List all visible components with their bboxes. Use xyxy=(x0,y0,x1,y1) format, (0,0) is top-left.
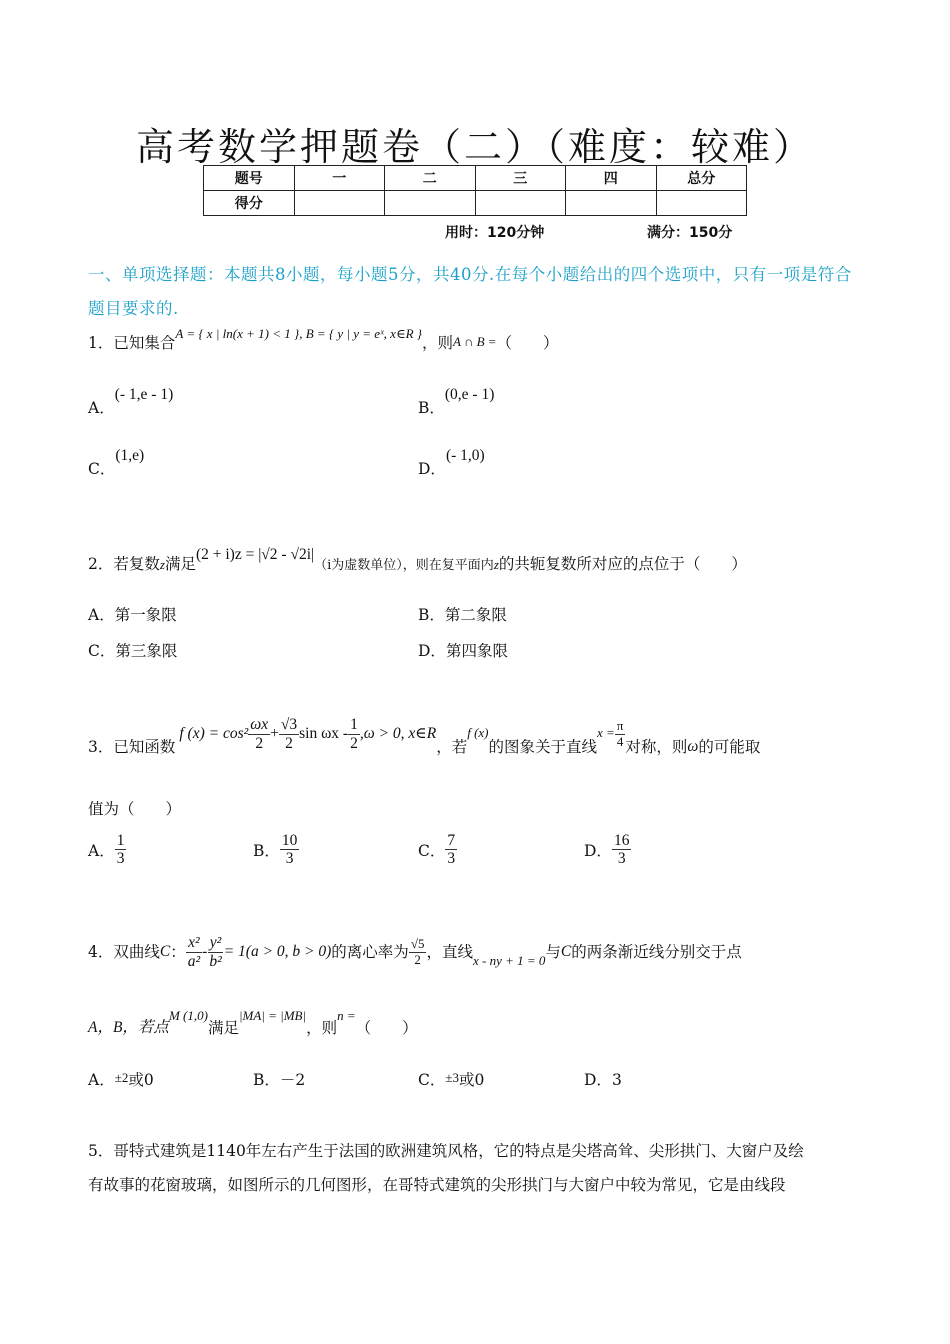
score-entry-cell xyxy=(656,191,747,216)
numerator: 10 xyxy=(281,832,298,849)
question-text: ，直线 xyxy=(426,943,473,961)
question-text: （i为虚数单位），则在复平面内 xyxy=(314,558,494,573)
numerator: 1 xyxy=(350,716,358,734)
score-entry-cell xyxy=(294,191,385,216)
option-c xyxy=(88,639,177,661)
numerator: y² xyxy=(209,934,222,952)
fraction xyxy=(348,716,360,751)
option-label: B． xyxy=(253,1071,280,1089)
option-value: (- 1,0) xyxy=(445,447,485,464)
question-4 xyxy=(88,928,742,976)
option-d xyxy=(584,832,631,867)
variable-c: C xyxy=(159,943,171,960)
option-label: B． xyxy=(418,399,445,417)
question-4-cont xyxy=(88,1005,418,1039)
question-text: 满足 xyxy=(164,555,196,573)
option-b xyxy=(418,386,495,418)
option-value: 第三象限 xyxy=(115,642,178,660)
table-cell: 三 xyxy=(475,166,566,191)
numerator: ωx xyxy=(250,716,269,734)
punctuation: ： xyxy=(170,943,186,961)
option-d xyxy=(418,447,485,479)
option-value: 第二象限 xyxy=(444,606,507,624)
option-suffix: 或0 xyxy=(459,1071,485,1089)
question-text: 的两条渐近线分别交于点 xyxy=(571,943,742,961)
option-label: D． xyxy=(584,1071,612,1089)
question-text: 与 xyxy=(545,943,561,961)
table-cell: 一 xyxy=(294,166,385,191)
set-a: A = { x | ln(x + 1) < 1 } xyxy=(175,326,300,341)
score-table-score-row xyxy=(204,191,747,216)
option-b xyxy=(418,603,507,625)
option-label: A． xyxy=(88,606,115,624)
fraction xyxy=(615,719,626,749)
option-value: －2 xyxy=(279,1071,306,1089)
paragraph-line: 5．哥特式建筑是1140年左右产生于法国的欧洲建筑风格，它的特点是尖塔高耸、尖形拱门、大窗户及绘 xyxy=(88,1142,804,1160)
paragraph-line: 有故事的花窗玻璃，如图所示的几何图形，在哥特式建筑的尖形拱门与大窗户中较为常见，它是由线段 xyxy=(88,1176,786,1194)
option-value: 3 xyxy=(611,1071,622,1089)
denominator: b² xyxy=(209,952,222,970)
function-ref: f (x) xyxy=(467,725,489,740)
question-number: 1．已知集合 xyxy=(88,334,176,352)
option-value: (1,e) xyxy=(115,447,145,464)
option-label: C． xyxy=(418,841,446,860)
question-text: ，则 xyxy=(306,1019,338,1037)
operator: - xyxy=(202,943,208,960)
denominator: 2 xyxy=(285,734,293,752)
question-2 xyxy=(88,546,747,577)
question-number: 4．双曲线 xyxy=(88,943,160,961)
score-table-header-row xyxy=(204,166,747,191)
option-label: A． xyxy=(88,841,115,860)
fraction xyxy=(445,832,457,867)
option-label: C． xyxy=(88,642,116,660)
score-entry-cell xyxy=(385,191,476,216)
question-text: A，B，若点 xyxy=(88,1019,169,1036)
option-d xyxy=(418,639,508,661)
option-value: ±3 xyxy=(445,1070,460,1085)
option-value: 第一象限 xyxy=(114,606,177,624)
condition: ,ω > 0, x∈R xyxy=(359,725,437,742)
option-label: C． xyxy=(418,1071,446,1089)
denominator: 3 xyxy=(285,850,294,868)
option-value: ±2 xyxy=(114,1070,129,1085)
set-b: , B = { y | y = eˣ, x∈R } xyxy=(299,326,422,341)
numerator: √5 xyxy=(410,936,425,952)
question-3-cont: 值为（ ） xyxy=(88,800,182,818)
option-value: (0,e - 1) xyxy=(444,386,495,403)
table-cell: 总分 xyxy=(656,166,747,191)
option-a xyxy=(88,386,174,418)
table-cell: 题号 xyxy=(204,166,295,191)
option-value: 第四象限 xyxy=(445,642,508,660)
option-a xyxy=(88,832,126,867)
denominator: 3 xyxy=(617,850,626,868)
operator: + xyxy=(270,725,279,742)
table-cell: 四 xyxy=(566,166,657,191)
option-value: (- 1,e - 1) xyxy=(114,386,174,403)
option-c xyxy=(418,1068,484,1090)
fraction xyxy=(115,832,127,867)
table-cell: 得分 xyxy=(204,191,295,216)
question-3 xyxy=(88,710,760,758)
full-score: 满分：150分 xyxy=(647,225,733,241)
denominator: 3 xyxy=(116,850,125,868)
variable-z: z xyxy=(159,557,165,572)
variable-c: C xyxy=(560,943,572,960)
numerator: √3 xyxy=(280,716,298,734)
variable-n: n = xyxy=(337,1008,356,1023)
fraction xyxy=(186,934,202,969)
denominator: 2 xyxy=(414,951,421,967)
distance-eq: |MA| = |MB| xyxy=(238,1008,307,1023)
question-text: 对称，则 xyxy=(625,738,688,756)
fraction xyxy=(409,937,427,967)
option-suffix: 或0 xyxy=(128,1071,154,1089)
page-title: 高考数学押题卷（二）（难度：较难） xyxy=(135,125,814,169)
point-m: M (1,0) xyxy=(168,1008,208,1023)
denominator: 2 xyxy=(255,734,264,752)
line-eq: x = xyxy=(597,725,615,740)
question-1 xyxy=(88,326,559,355)
score-entry-cell xyxy=(566,191,657,216)
question-number: 2．若复数 xyxy=(88,555,160,573)
question-5 xyxy=(88,1134,878,1202)
option-label: C． xyxy=(88,460,116,478)
option-label: D． xyxy=(418,460,446,478)
denominator: 3 xyxy=(447,850,456,868)
denominator: 2 xyxy=(350,734,358,752)
score-entry-cell xyxy=(475,191,566,216)
question-text: 的可能取 xyxy=(698,738,761,756)
option-c xyxy=(88,447,145,479)
question-text: 的图象关于直线 xyxy=(488,738,598,756)
score-table xyxy=(203,165,747,216)
option-d xyxy=(584,1068,622,1090)
equation: = 1(a > 0, b > 0) xyxy=(223,943,332,960)
section-heading: 一、单项选择题：本题共8小题，每小题5分，共40分.在每个小题给出的四个选项中，只有一项是符合题目要求的. xyxy=(88,265,852,318)
variable-z: z xyxy=(493,557,499,572)
fraction xyxy=(280,832,300,867)
equation: (2 + i)z = |√2 - √2i| xyxy=(195,546,315,563)
option-label: B． xyxy=(418,606,445,624)
question-text: 的共轭复数所对应的点位于（ ） xyxy=(498,555,747,573)
line-equation: x - ny + 1 = 0 xyxy=(472,953,546,968)
question-text: ，则 xyxy=(421,334,453,352)
numerator: π xyxy=(616,718,624,734)
denominator: a² xyxy=(187,952,201,970)
answer-paren: （ ） xyxy=(496,334,559,352)
question-text: 满足 xyxy=(207,1019,239,1037)
fraction xyxy=(248,716,270,751)
numerator: 16 xyxy=(613,832,630,849)
option-label: D． xyxy=(584,841,612,860)
option-c xyxy=(418,832,457,867)
variable-omega: ω xyxy=(687,738,699,755)
numerator: 1 xyxy=(116,832,125,849)
function-term: sin ωx - xyxy=(299,725,349,742)
expression: A ∩ B = xyxy=(452,334,497,349)
answer-paren: （ ） xyxy=(355,1019,418,1037)
time-limit: 用时：120分钟 xyxy=(445,225,545,241)
option-label: A． xyxy=(88,1071,115,1089)
numerator: 7 xyxy=(447,832,456,849)
option-label: D． xyxy=(418,642,446,660)
function-def: f (x) = cos² xyxy=(179,725,249,742)
question-number: 3．已知函数 xyxy=(88,738,176,756)
option-a xyxy=(88,1068,154,1090)
question-text: 的离心率为 xyxy=(331,943,409,961)
fraction xyxy=(279,716,299,751)
option-label: A． xyxy=(88,399,115,417)
option-label: B． xyxy=(253,841,280,860)
question-text: ，若 xyxy=(436,738,468,756)
fraction xyxy=(612,832,632,867)
option-b xyxy=(253,832,299,867)
denominator: 4 xyxy=(616,733,624,749)
table-cell: 二 xyxy=(385,166,476,191)
option-b xyxy=(253,1068,305,1090)
fraction xyxy=(207,934,223,969)
option-a xyxy=(88,603,177,625)
numerator: x² xyxy=(188,934,200,952)
